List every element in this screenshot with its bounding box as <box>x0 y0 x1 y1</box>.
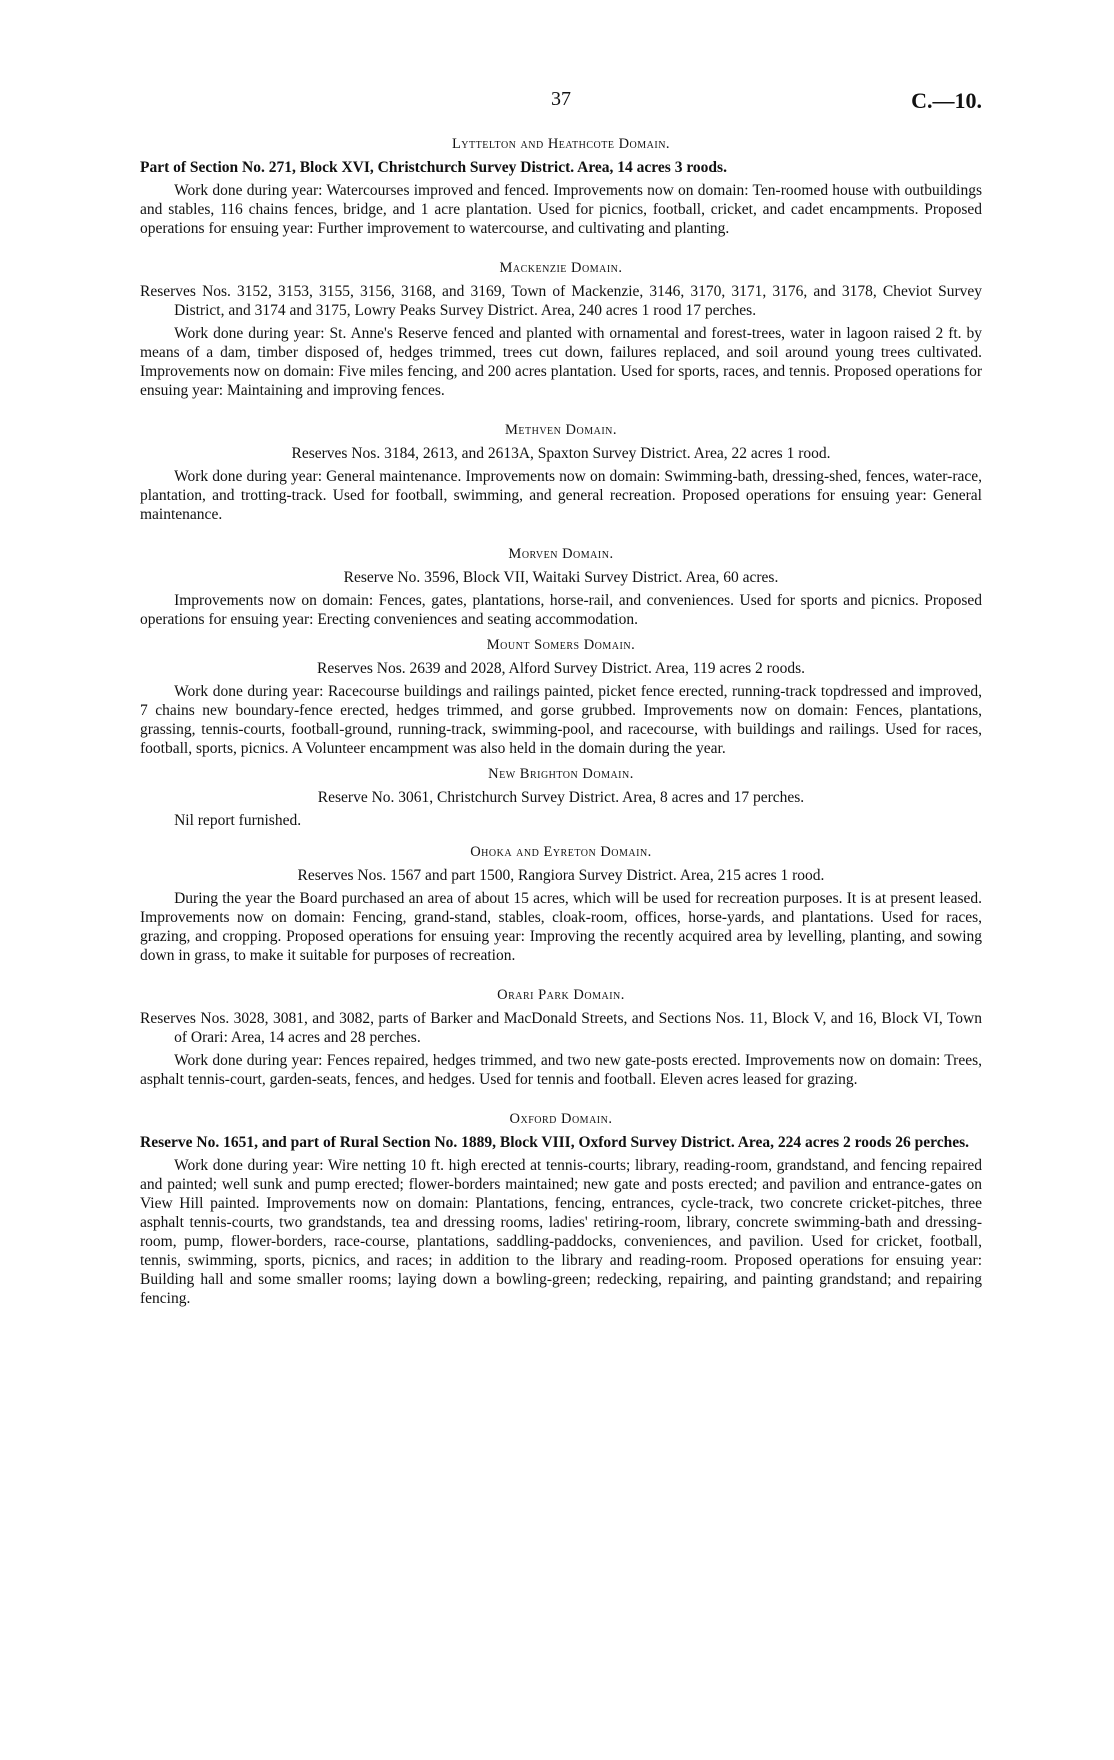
section-paragraph: Work done during year: Watercourses improved and fenced. Improvements now on domain: Ten-roomed house with outbuildings and stables, 116 chains fences, bridge, and 1 acre plantation. Used for picnics, football, cricket, and cadet encampments. Proposed operations for ensuing year: Further improvement to watercourse, and cultivating and planting. <box>140 182 982 237</box>
section-title: Oxford Domain. <box>509 1111 613 1127</box>
section-title: Ohoka and Eyreton Domain. <box>470 844 652 860</box>
reserve-line: Reserves Nos. 3028, 3081, and 3082, parts of Barker and MacDonald Streets, and Sections Nos. 11, Block V, and 16, Block VI, Town of Orari: Area, 14 acres and 28 perches. <box>140 1010 982 1046</box>
reserve-line: Reserves Nos. 3184, 2613, and 2613A, Spaxton Survey District. Area, 22 acres 1 rood. <box>291 445 831 462</box>
section-title: Mount Somers Domain. <box>486 637 636 653</box>
section-title: Methven Domain. <box>505 422 617 438</box>
section-lyttelton-heathcote <box>140 136 982 238</box>
reserve-line: Reserve No. 1651, and part of Rural Section No. 1889, Block VIII, Oxford Survey District. Area, 224 acres 2 roods 26 perches. <box>140 1134 970 1151</box>
section-methven <box>140 422 982 524</box>
section-morven <box>140 546 982 629</box>
page-number: 37 <box>551 88 571 110</box>
reserve-line: Reserves Nos. 1567 and part 1500, Rangiora Survey District. Area, 215 acres 1 rood. <box>297 867 825 884</box>
section-paragraph: Work done during year: St. Anne's Reserve fenced and planted with ornamental and forest-trees, water in lagoon raised 2 ft. by means of a dam, timber disposed of, hedges trimmed, trees cut down, failures replaced, and soil around young trees cultivated. Improvements now on domain: Five miles fencing, and 200 acres plantation. Used for sports, races, and tennis. Proposed operations for ensuing year: Maintaining and improving fences. <box>140 325 982 399</box>
section-new-brighton <box>140 766 982 830</box>
section-paragraph: Work done during year: Racecourse buildings and railings painted, picket fence erected, running-track topdressed and improved, 7 chains new boundary-fence erected, hedges trimmed, and gorse grubbed. Improvements now on domain: Fences, plantations, grassing, tennis-courts, football-ground, running-track, swimming-pool, and racecourse, with buildings and railings. Used for races, football, sports, picnics. A Volunteer encampment was also held in the domain during the year. <box>140 683 982 757</box>
section-ohoka-eyreton <box>140 844 982 965</box>
section-title: Mackenzie Domain. <box>499 260 623 276</box>
section-title: New Brighton Domain. <box>488 766 634 782</box>
section-orari-park <box>140 987 982 1089</box>
page-header <box>140 88 982 128</box>
reserve-line: Part of Section No. 271, Block XVI, Christchurch Survey District. Area, 14 acres 3 roods. <box>140 159 727 176</box>
section-paragraph: Work done during year: General maintenance. Improvements now on domain: Swimming-bath, dressing-shed, fences, water-race, plantation, and trotting-track. Used for football, swimming, and general recreation. Proposed operations for ensuing year: General maintenance. <box>140 468 982 523</box>
reserve-line: Reserve No. 3061, Christchurch Survey District. Area, 8 acres and 17 perches. <box>317 789 805 806</box>
section-paragraph: Work done during year: Fences repaired, hedges trimmed, and two new gate-posts erected. Improvements now on domain: Trees, asphalt tennis-court, garden-seats, fences, and hedges. Used for tennis and football. Eleven acres leased for grazing. <box>140 1052 982 1088</box>
section-title: Orari Park Domain. <box>497 987 625 1003</box>
reserve-line: Reserves Nos. 3152, 3153, 3155, 3156, 3168, and 3169, Town of Mackenzie, 3146, 3170, 3171, 3176, and 3178, Cheviot Survey District, and 3174 and 3175, Lowry Peaks Survey District. Area, 240 acres 1 rood 17 perches. <box>140 283 982 319</box>
reserve-line: Reserve No. 3596, Block VII, Waitaki Survey District. Area, 60 acres. <box>343 569 779 586</box>
section-paragraph: Nil report furnished. <box>174 812 302 829</box>
document-page <box>140 88 982 1308</box>
section-oxford <box>140 1111 982 1308</box>
section-title: Morven Domain. <box>508 546 614 562</box>
section-paragraph: During the year the Board purchased an area of about 15 acres, which will be used for recreation purposes. It is at present leased. Improvements now on domain: Fencing, grand-stand, stables, cloak-room, offices, horse-yards, and plantations. Used for races, grazing, and cropping. Proposed operations for ensuing year: Improving the recently acquired area by levelling, planting, and sowing down in grass, to make it suitable for purposes of recreation. <box>140 890 982 964</box>
page-reference: C.—10. <box>911 88 982 113</box>
reserve-line: Reserves Nos. 2639 and 2028, Alford Survey District. Area, 119 acres 2 roods. <box>316 660 805 677</box>
section-paragraph: Improvements now on domain: Fences, gates, plantations, horse-rail, and conveniences. Used for sports and picnics. Proposed operations for ensuing year: Erecting conveniences and seating accommodation. <box>140 592 982 628</box>
section-title: Lyttelton and Heathcote Domain. <box>451 136 671 152</box>
section-mackenzie <box>140 260 982 400</box>
section-paragraph: Work done during year: Wire netting 10 ft. high erected at tennis-courts; library, reading-room, grandstand, and fencing repaired and painted; well sunk and pump erected; flower-borders maintained; new gate and posts erected; and pavilion and entrance-gates on View Hill painted. Improvements now on domain: Plantations, fencing, entrances, cycle-track, two concrete cricket-pitches, three asphalt tennis-courts, two grandstands, tea and dressing rooms, ladies' retiring-room, library, concrete swimming-bath and dressing-room, pump, flower-borders, race-course, plantations, saddling-paddocks, conveniences, and pavilion. Used for cricket, football, tennis, swimming, sports, picnics, and races; in addition to the library and reading-room. Proposed operations for ensuing year: Building hall and some smaller rooms; laying down a bowling-green; redecking, repairing, and painting grandstand; and repairing fencing. <box>140 1157 982 1307</box>
section-mount-somers <box>140 637 982 758</box>
